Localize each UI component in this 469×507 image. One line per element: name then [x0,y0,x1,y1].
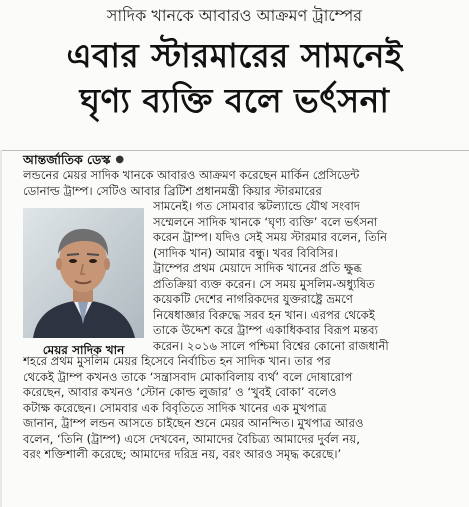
headline-line: এবার স্টারমারের সামনেই [66,36,403,75]
body-line: জানান, ট্রাম্প লন্ডন আসতে চাইছেন শুনে মেয়র আনন্দিত। মুখপাত্র আরও [23,416,364,430]
desk-label: আন্তর্জাতিক ডেস্ক [23,152,111,167]
body-line: সামনেই। গত সোমবার স্কটল্যান্ডে যৌথ সংবাদ [153,199,361,213]
body-line: শহরে প্রথম মুসলিম মেয়র হিসেবে নির্বাচিত হন সাদিক খান। তার পর [23,354,331,368]
photo-caption: মেয়র সাদিক খান [42,343,125,357]
body-line: করেন। ২০১৬ সালে পশ্চিমা বিশ্বের কোনো রাজধানী [153,338,389,353]
body-line: প্রতিক্রিয়া ব্যক্ত করেন। সে সময় মুসলিম-অধ্যুষিত [153,276,375,291]
body-line: লন্ডনের মেয়র সাদিক খানকে আবারও আক্রমণ করেছেন মার্কিন প্রেসিডেন্ট [23,168,360,182]
article-body [23,168,459,463]
body-line: কটাক্ষ করেছেন। সোমবার এক বিবৃতিতে সাদিক খানের এক মুখপাত্র [23,400,327,415]
body-line: করেন ট্রাম্প। যদিও সেই সময় স্টারমার বলেন, তিনি [153,230,388,244]
article-kicker: সাদিক খানকে আবারও আক্রমণ ট্রাম্পের [106,6,363,25]
body-line: (সাদিক খান) আমার বন্ধু। খবর বিবিসির। [153,245,338,260]
body-line: নিষেধাজ্ঞার বিরুদ্ধে সরব হন খান। এরপর থেকেই [153,307,375,322]
body-line: সম্মেলনে সাদিক খানকে ‘ঘৃণ্য ব্যক্তি’ বলে ভর্ৎসনা [153,214,378,229]
body-line: থেকেই ট্রাম্প কখনও তাকে ‘সন্ত্রাসবাদ মোকাবিলায় ব্যর্থ’ বলে দোষারোপ [23,369,353,384]
headline-line: ঘৃণ্য ব্যক্তি বলে ভর্ৎসনা [79,81,390,120]
body-line: করেছেন, আবার কখনও ‘স্টোন কোল্ড লুজার’ ও ‘খুবই বোকা’ বলেও [23,385,337,399]
body-line: ডোনাল্ড ট্রাম্প। সেটিও আবার ব্রিটিশ প্রধানমন্ত্রী কিয়ার স্টারমারের [23,183,322,198]
body-line: কয়েকটি দেশের নাগরিকদের যুক্তরাষ্ট্রে ভ্রমণে [153,292,353,306]
body-line: বরং শক্তিশালী করেছে; আমাদের দরিদ্র নয়, বরং আরও সমৃদ্ধ করেছে।’ [23,447,342,461]
article-headline [0,33,469,123]
body-line: তাকে উদ্দেশ করে ট্রাম্প একাধিকবার বিরূপ মন্তব্য [153,323,378,337]
column-edge [0,150,2,507]
body-line: ট্রাম্পের প্রথম মেয়াদে সাদিক খানের প্রতি ক্ষুব্ধ [153,261,362,275]
bullet-icon: ● [115,154,125,165]
body-line: বলেন, ‘তিনি (ট্রাম্প) এসে দেখবেন, আমাদের বৈচিত্র্য আমাদের দুর্বল নয়, [23,431,360,446]
desk-byline [23,151,124,169]
